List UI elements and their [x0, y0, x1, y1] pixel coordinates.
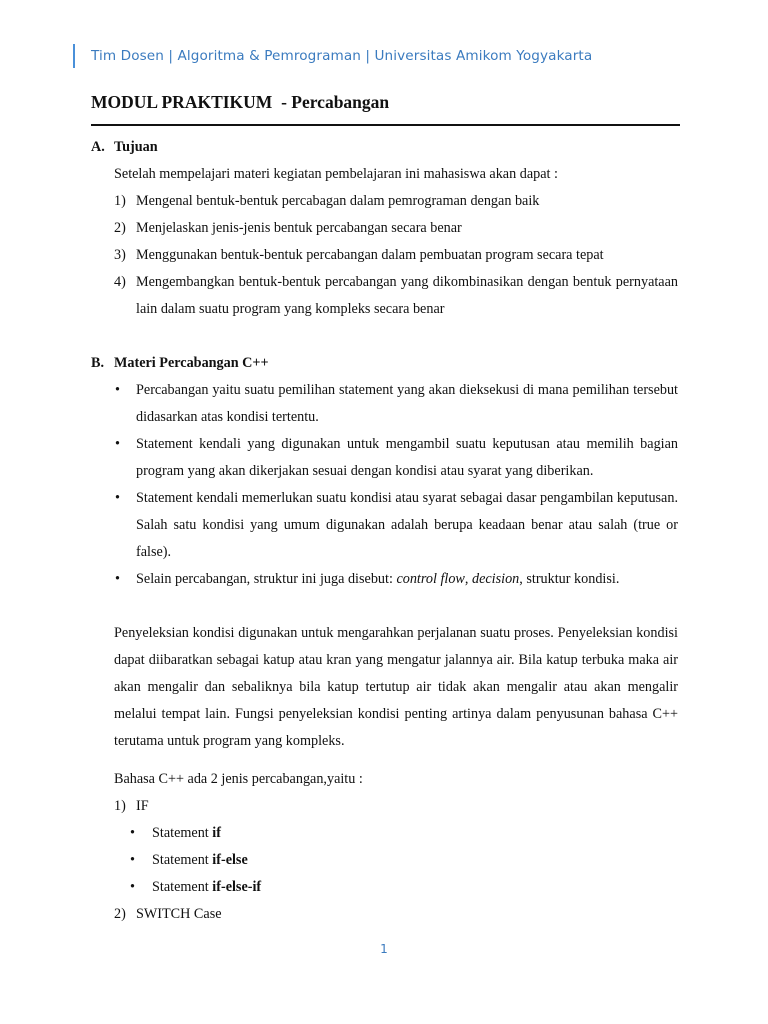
header-text: Tim Dosen | Algoritma & Pemrograman | Universitas Amikom Yogyakarta [91, 48, 593, 64]
section-a-intro: Setelah mempelajari materi kegiatan pembelajaran ini mahasiswa akan dapat : [114, 166, 558, 182]
header-accent-bar [73, 44, 75, 68]
list-item [114, 269, 678, 323]
list-item-text: Menggunakan bentuk-bentuk percabangan dalam pembuatan program secara tepat [136, 247, 604, 263]
list-item [114, 485, 678, 566]
list-number: 1) [114, 193, 126, 209]
branch-types-list-continued [114, 901, 678, 928]
list-item-text: SWITCH Case [136, 906, 222, 922]
explanation-paragraph: Penyeleksian kondisi digunakan untuk mengarahkan perjalanan suatu proses. Penyeleksian kondisi dapat diibaratkan sebagai katup atau kran yang mengatur jalannya air. Bila katup terbuka maka air akan mengalir dan sebaliknya bila katup tertutup air tidak akan mengalir atau akan mengalir melalui tempat lain. Fungsi penyeleksian kondisi penting artinya dalam penyusunan bahasa C++ terutama untuk program yang kompleks. [114, 625, 678, 749]
materials-bullet-list [114, 377, 678, 593]
title-underline [91, 124, 680, 126]
list-number: 3) [114, 247, 126, 263]
list-item [114, 431, 678, 485]
document-title: MODUL PRAKTIKUM - Percabangan [91, 92, 390, 112]
list-item-text: IF [136, 798, 149, 814]
list-item-text: Statement [152, 825, 213, 841]
term-control-flow: control flow [396, 571, 465, 587]
term-decision: decision [471, 571, 520, 587]
list-number: 4) [114, 274, 126, 290]
branch-types-list [114, 793, 678, 820]
section-b-body [91, 377, 678, 928]
objectives-list [114, 188, 678, 323]
bullet-icon: • [130, 852, 135, 868]
document-body [91, 134, 678, 928]
list-number: 2) [114, 906, 126, 922]
spacer [114, 593, 678, 620]
section-b-heading [91, 350, 678, 377]
page-header [73, 44, 592, 68]
list-item [114, 820, 678, 847]
section-a-letter: A. [91, 139, 105, 155]
list-item [114, 874, 678, 901]
list-item [114, 215, 678, 242]
keyword: if-else [212, 852, 248, 868]
section-a-body [91, 161, 678, 323]
list-item-text: Menjelaskan jenis-jenis bentuk percabangan secara benar [136, 220, 462, 236]
section-b-title: Materi Percabangan C++ [114, 355, 269, 371]
separator: , [464, 571, 472, 587]
bullet-icon: • [115, 571, 120, 587]
bullet-icon: • [115, 436, 120, 452]
list-item-text: Statement kendali memerlukan suatu kondisi atau syarat sebagai dasar pengambilan keputusan. Salah satu kondisi yang umum digunakan adalah berupa keadaan benar atau salah (true or false). [136, 490, 678, 560]
list-item [114, 793, 678, 820]
section-a-title: Tujuan [114, 139, 158, 155]
bullet-icon: • [130, 879, 135, 895]
list-item [114, 188, 678, 215]
bullet-icon: • [115, 490, 120, 506]
list-number: 1) [114, 798, 126, 814]
list-item [114, 242, 678, 269]
list-item [114, 847, 678, 874]
spacer [114, 755, 678, 766]
section-b-letter: B. [91, 355, 105, 371]
bullet-icon: • [130, 825, 135, 841]
list-item-text: Selain percabangan, struktur ini juga disebut: [136, 571, 397, 587]
list-item-text: Mengembangkan bentuk-bentuk percabangan yang dikombinasikan dengan bentuk pernyataan lain dalam suatu program yang kompleks secara benar [136, 274, 678, 317]
list-item [114, 377, 678, 431]
keyword: if-else-if [212, 879, 262, 895]
list-item-text: Statement [152, 879, 213, 895]
page-number: 1 [380, 942, 388, 956]
list-item-text: Percabangan yaitu suatu pemilihan statement yang akan dieksekusi di mana pemilihan tersebut didasarkan atas kondisi tertentu. [136, 382, 678, 425]
list-number: 2) [114, 220, 126, 236]
list-item-text: Statement [152, 852, 213, 868]
bullet-icon: • [115, 382, 120, 398]
list-item [114, 566, 678, 593]
spacer [91, 323, 678, 350]
section-a-heading [91, 134, 678, 161]
if-statement-sublist [114, 820, 678, 901]
list-item [114, 901, 678, 928]
types-intro: Bahasa C++ ada 2 jenis percabangan,yaitu : [114, 771, 363, 787]
list-item-text: , struktur kondisi. [519, 571, 620, 587]
list-item-text: Mengenal bentuk-bentuk percabagan dalam pemrograman dengan baik [136, 193, 540, 209]
keyword: if [212, 825, 221, 841]
list-item-text: Statement kendali yang digunakan untuk mengambil suatu keputusan atau memilih bagian program yang akan dikerjakan sesuai dengan kondisi atau syarat yang diberikan. [136, 436, 678, 479]
